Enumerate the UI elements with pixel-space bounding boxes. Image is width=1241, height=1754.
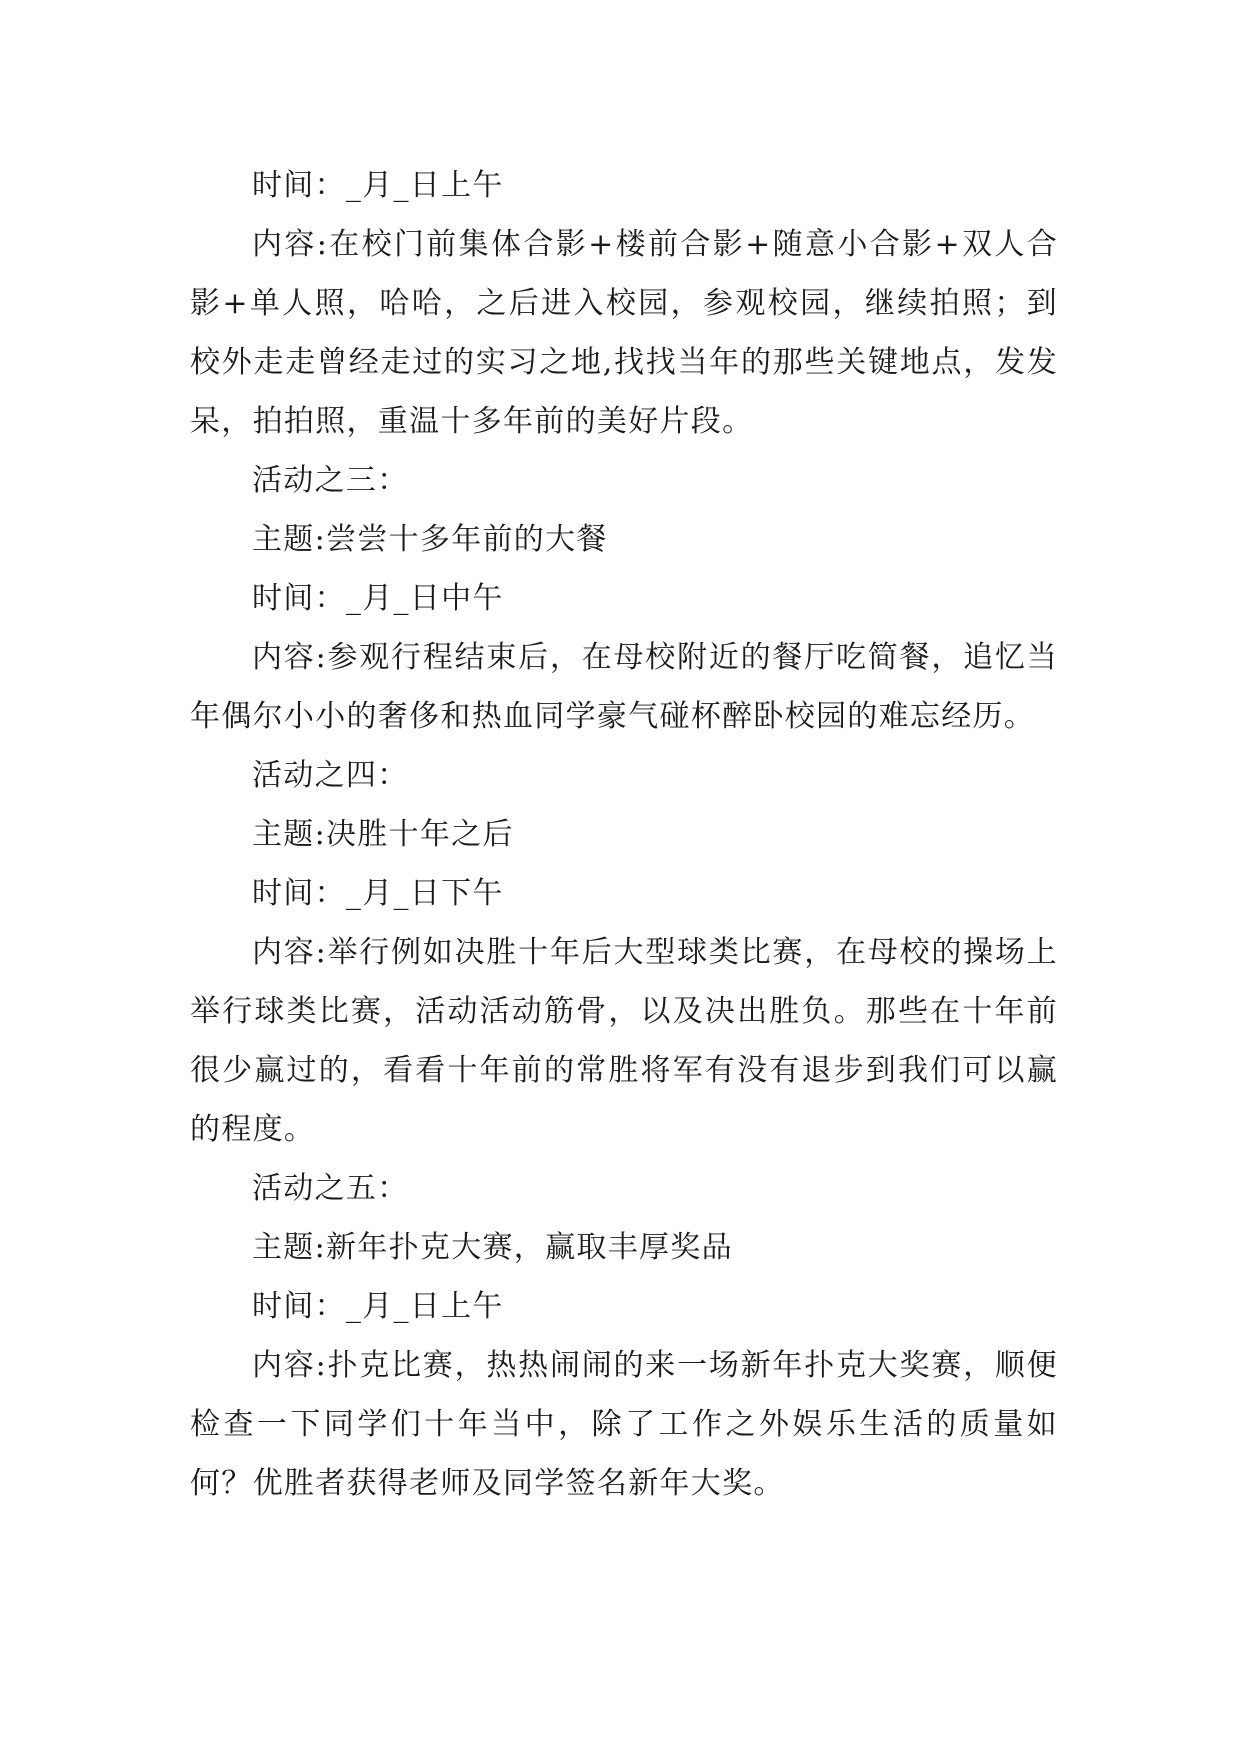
- content-paragraph: 内容:参观行程结束后，在母校附近的餐厅吃简餐，追忆当年偶尔小小的奢侈和热血同学豪气碰杯醉卧校园的难忘经历。: [190, 640, 1058, 734]
- theme-line: 主题:决胜十年之后: [252, 817, 514, 852]
- time-line: 时间：_月_日上午: [252, 168, 504, 203]
- content-paragraph: 内容:扑克比赛，热热闹闹的来一场新年扑克大奖赛，顺便检查一下同学们十年当中，除了工作之外娱乐生活的质量如何？优胜者获得老师及同学签名新年大奖。: [190, 1348, 1058, 1501]
- time-line: 时间：_月_日下午: [252, 876, 504, 911]
- activity-heading: 活动之三：: [252, 463, 409, 498]
- activity-heading: 活动之四：: [252, 758, 409, 793]
- time-line: 时间：_月_日中午: [252, 581, 504, 616]
- document-body: [190, 156, 1058, 1513]
- theme-line: 主题:新年扑克大赛，赢取丰厚奖品: [252, 1230, 733, 1265]
- time-line: 时间：_月_日上午: [252, 1289, 504, 1324]
- activity-heading: 活动之五：: [252, 1171, 409, 1206]
- content-paragraph: 内容:在校门前集体合影+楼前合影+随意小合影+双人合影+单人照，哈哈，之后进入校园，参观校园，继续拍照；到校外走走曾经走过的实习之地,找找当年的那些关键地点，发发呆，拍拍照，重温十多年前的美好片段。: [190, 227, 1058, 439]
- content-paragraph: 内容:举行例如决胜十年后大型球类比赛，在母校的操场上举行球类比赛，活动活动筋骨，以及决出胜负。那些在十年前很少赢过的，看看十年前的常胜将军有没有退步到我们可以赢的程度。: [190, 935, 1058, 1147]
- theme-line: 主题:尝尝十多年前的大餐: [252, 522, 608, 557]
